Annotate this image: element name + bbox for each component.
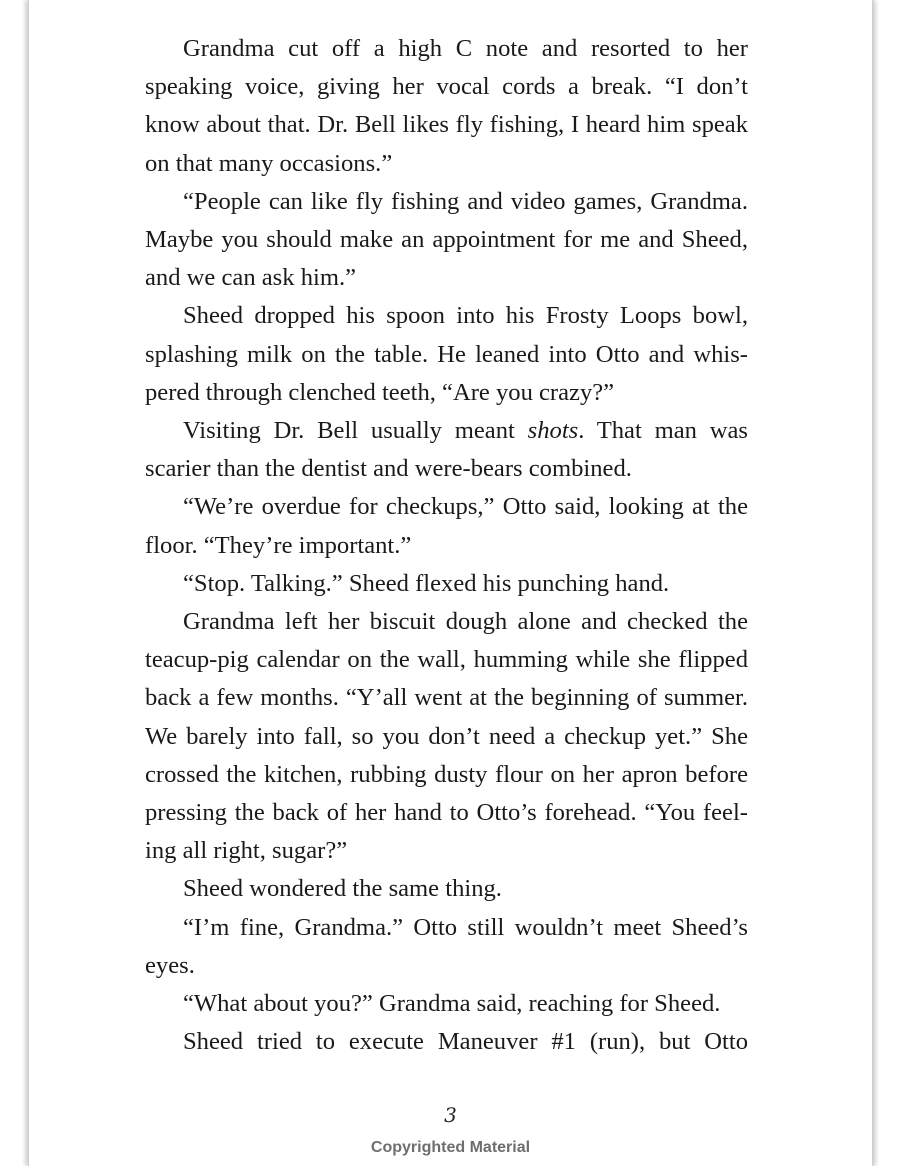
paragraph <box>145 870 748 908</box>
paragraph <box>145 909 748 985</box>
paragraph <box>145 30 748 183</box>
paragraph <box>145 565 748 603</box>
body-text <box>145 30 748 1061</box>
paragraph-text: “Stop. Talking.” Sheed flexed his punching hand. <box>183 569 670 597</box>
paragraph <box>145 297 748 412</box>
copyright-notice: Copyrighted Material <box>370 1139 531 1156</box>
emphasis-text: shots <box>527 417 579 445</box>
paragraph <box>145 985 748 1023</box>
paragraph-text: . That man was scarier than the dentist and were-bears combined. <box>145 417 748 483</box>
paragraph-text: “I’m fine, Grandma.” Otto still wouldn’t meet Sheed’s eyes. <box>145 913 748 979</box>
paragraph-text: Grandma left her biscuit dough alone and checked the teacup-pig calendar on the wall, humming while she flipped back a few months. “Y’all went at the beginning of summer. We barely into fall, so you don’t need a checkup yet.” She crossed the kitchen, rubbing dusty flour on her apron before pressing the back of her hand to Otto’s forehead. “You feeling all right, sugar?” <box>145 608 748 865</box>
paragraph-text: Visiting Dr. Bell usually meant <box>183 417 528 445</box>
paragraph-text: Sheed tried to execute Maneuver #1 (run), but Otto <box>183 1028 748 1056</box>
paragraph-text: Sheed dropped his spoon into his Frosty Loops bowl, splashing milk on the table. He leaned into Otto and whispered through clenched teeth, “Are you crazy?” <box>145 302 748 406</box>
paragraph-text: “What about you?” Grandma said, reaching for Sheed. <box>183 990 721 1018</box>
paragraph-text: Grandma cut off a high C note and resorted to her speaking voice, giving her vocal cords a break. “I don’t know about that. Dr. Bell likes fly fishing, I heard him speak on that many occasions.” <box>145 35 748 177</box>
paragraph <box>145 603 748 870</box>
book-page <box>28 0 873 1166</box>
paragraph <box>145 1023 748 1061</box>
paragraph-text: Sheed wondered the same thing. <box>183 875 502 903</box>
paragraph <box>145 488 748 564</box>
paragraph <box>145 183 748 298</box>
page-number: 3 <box>444 1103 457 1127</box>
paragraph-text: “We’re overdue for checkups,” Otto said, looking at the floor. “They’re important.” <box>145 493 748 559</box>
paragraph <box>145 412 748 488</box>
paragraph-text: “People can like fly fishing and video games, Grandma. Maybe you should make an appointment for me and Sheed, and we can ask him.” <box>145 187 748 292</box>
